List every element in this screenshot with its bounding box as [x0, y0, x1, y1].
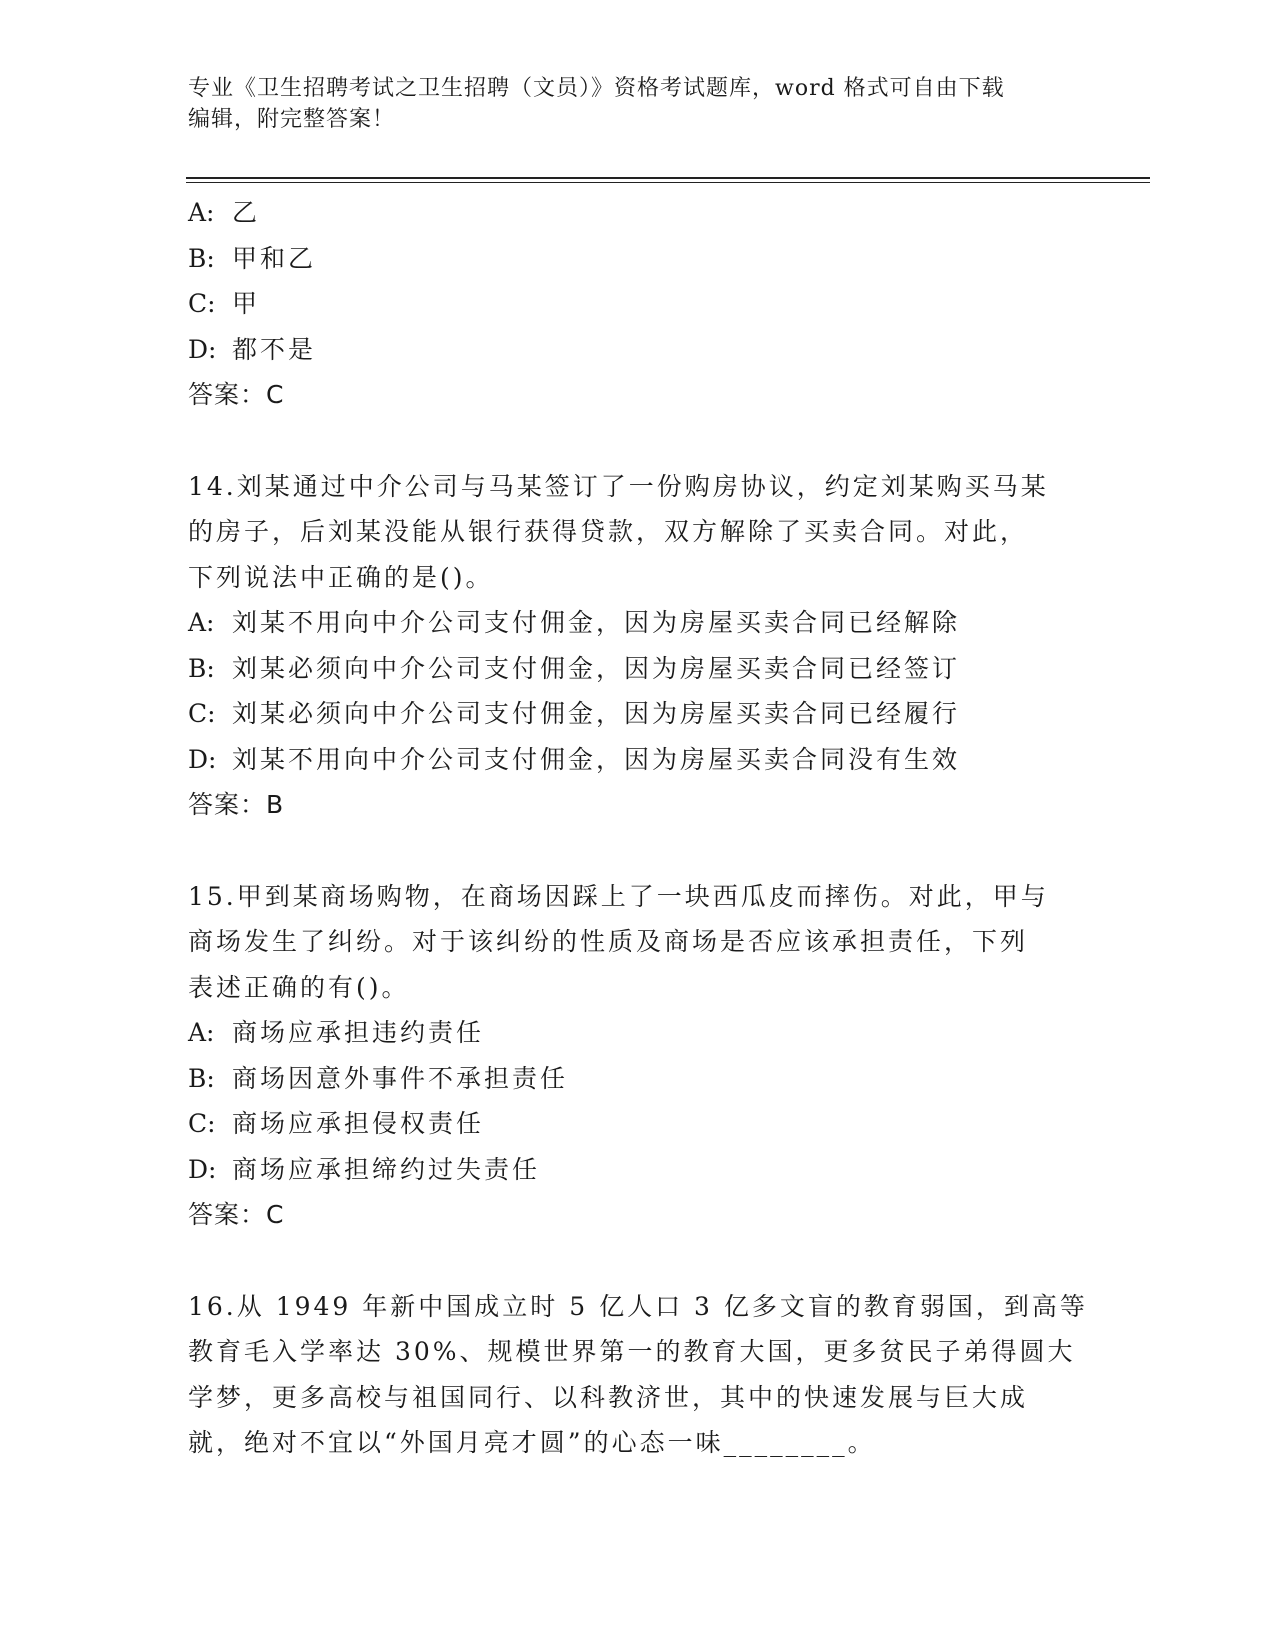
option-text: 刘某不用向中介公司支付佣金，因为房屋买卖合同已经解除: [232, 608, 961, 637]
option-c: [188, 1101, 1098, 1147]
option-letter: C:: [188, 1109, 216, 1138]
question-16-block: [188, 1284, 1098, 1466]
header-rule-thin: [186, 182, 1150, 183]
option-text: 商场应承担侵权责任: [232, 1109, 485, 1138]
question-text-line: 14.刘某通过中介公司与马某签订了一份购房协议，约定刘某购买马某: [188, 471, 1049, 501]
option-text: 商场因意外事件不承担责任: [232, 1063, 569, 1093]
question-text-line: 表述正确的有()。: [188, 972, 410, 1002]
option-letter: D:: [188, 744, 217, 774]
question-text-line: 学梦，更多高校与祖国同行、以科教济世，其中的快速发展与巨大成: [188, 1382, 1029, 1412]
option-d: [188, 737, 1098, 783]
option-text: 商场应承担缔约过失责任: [232, 1154, 541, 1184]
option-text: 刘某必须向中介公司支付佣金，因为房屋买卖合同已经履行: [232, 699, 961, 728]
option-letter: A:: [188, 608, 215, 637]
answer-line: 答案：B: [188, 790, 285, 819]
option-a: [188, 600, 1098, 646]
spacer: [188, 828, 1098, 874]
question-13-block: [188, 190, 1098, 418]
option-b: [188, 646, 1098, 692]
document-header: [188, 73, 1068, 135]
header-line-2: 编辑，附完整答案！: [188, 107, 396, 132]
option-b: [188, 1056, 1098, 1102]
question-text-line: 15.甲到某商场购物，在商场因踩上了一块西瓜皮而摔伤。对此，甲与: [188, 881, 1049, 911]
option-text: 甲和乙: [232, 243, 317, 273]
option-letter: D:: [188, 334, 217, 364]
option-c: [188, 281, 1098, 327]
question-text-line: 的房子，后刘某没能从银行获得贷款，双方解除了买卖合同。对此，: [188, 517, 1029, 546]
question-text-line: 教育毛入学率达 30%、规模世界第一的教育大国，更多贫民子弟得圆大: [188, 1337, 1076, 1366]
question-14-block: [188, 464, 1098, 828]
option-text: 商场应承担违约责任: [232, 1018, 485, 1047]
question-15-block: [188, 874, 1098, 1238]
option-a: [188, 190, 1098, 236]
option-letter: B:: [188, 653, 215, 683]
header-line-1: 专业《卫生招聘考试之卫生招聘（文员）》资格考试题库，word 格式可自由下载: [188, 76, 1005, 101]
option-letter: C:: [188, 289, 216, 318]
question-text-line: 就，绝对不宜以“外国月亮才圆”的心态一味________。: [188, 1428, 876, 1457]
answer-line: 答案：C: [188, 380, 285, 409]
option-text: 乙: [232, 198, 261, 227]
question-text-line: 商场发生了纠纷。对于该纠纷的性质及商场是否应该承担责任，下列: [188, 927, 1029, 956]
answer-line: 答案：C: [188, 1200, 285, 1229]
option-text: 刘某必须向中介公司支付佣金，因为房屋买卖合同已经签订: [232, 653, 961, 683]
option-letter: C:: [188, 699, 216, 728]
option-a: [188, 1010, 1098, 1056]
option-d: [188, 327, 1098, 373]
spacer: [188, 418, 1098, 464]
option-text: 甲: [232, 289, 261, 318]
option-letter: A:: [188, 198, 215, 227]
option-b: [188, 236, 1098, 282]
option-c: [188, 691, 1098, 737]
option-d: [188, 1147, 1098, 1193]
option-text: 刘某不用向中介公司支付佣金，因为房屋买卖合同没有生效: [232, 744, 961, 774]
spacer: [188, 1238, 1098, 1284]
option-letter: A:: [188, 1018, 215, 1047]
option-text: 都不是: [232, 334, 317, 364]
question-text-line: 16.从 1949 年新中国成立时 5 亿人口 3 亿多文盲的教育弱国，到高等: [188, 1291, 1088, 1321]
question-content: [188, 190, 1098, 1466]
option-letter: B:: [188, 1063, 215, 1093]
option-letter: B:: [188, 243, 215, 273]
header-rule-thick: [186, 177, 1150, 179]
question-text-line: 下列说法中正确的是()。: [188, 562, 494, 592]
option-letter: D:: [188, 1154, 217, 1184]
